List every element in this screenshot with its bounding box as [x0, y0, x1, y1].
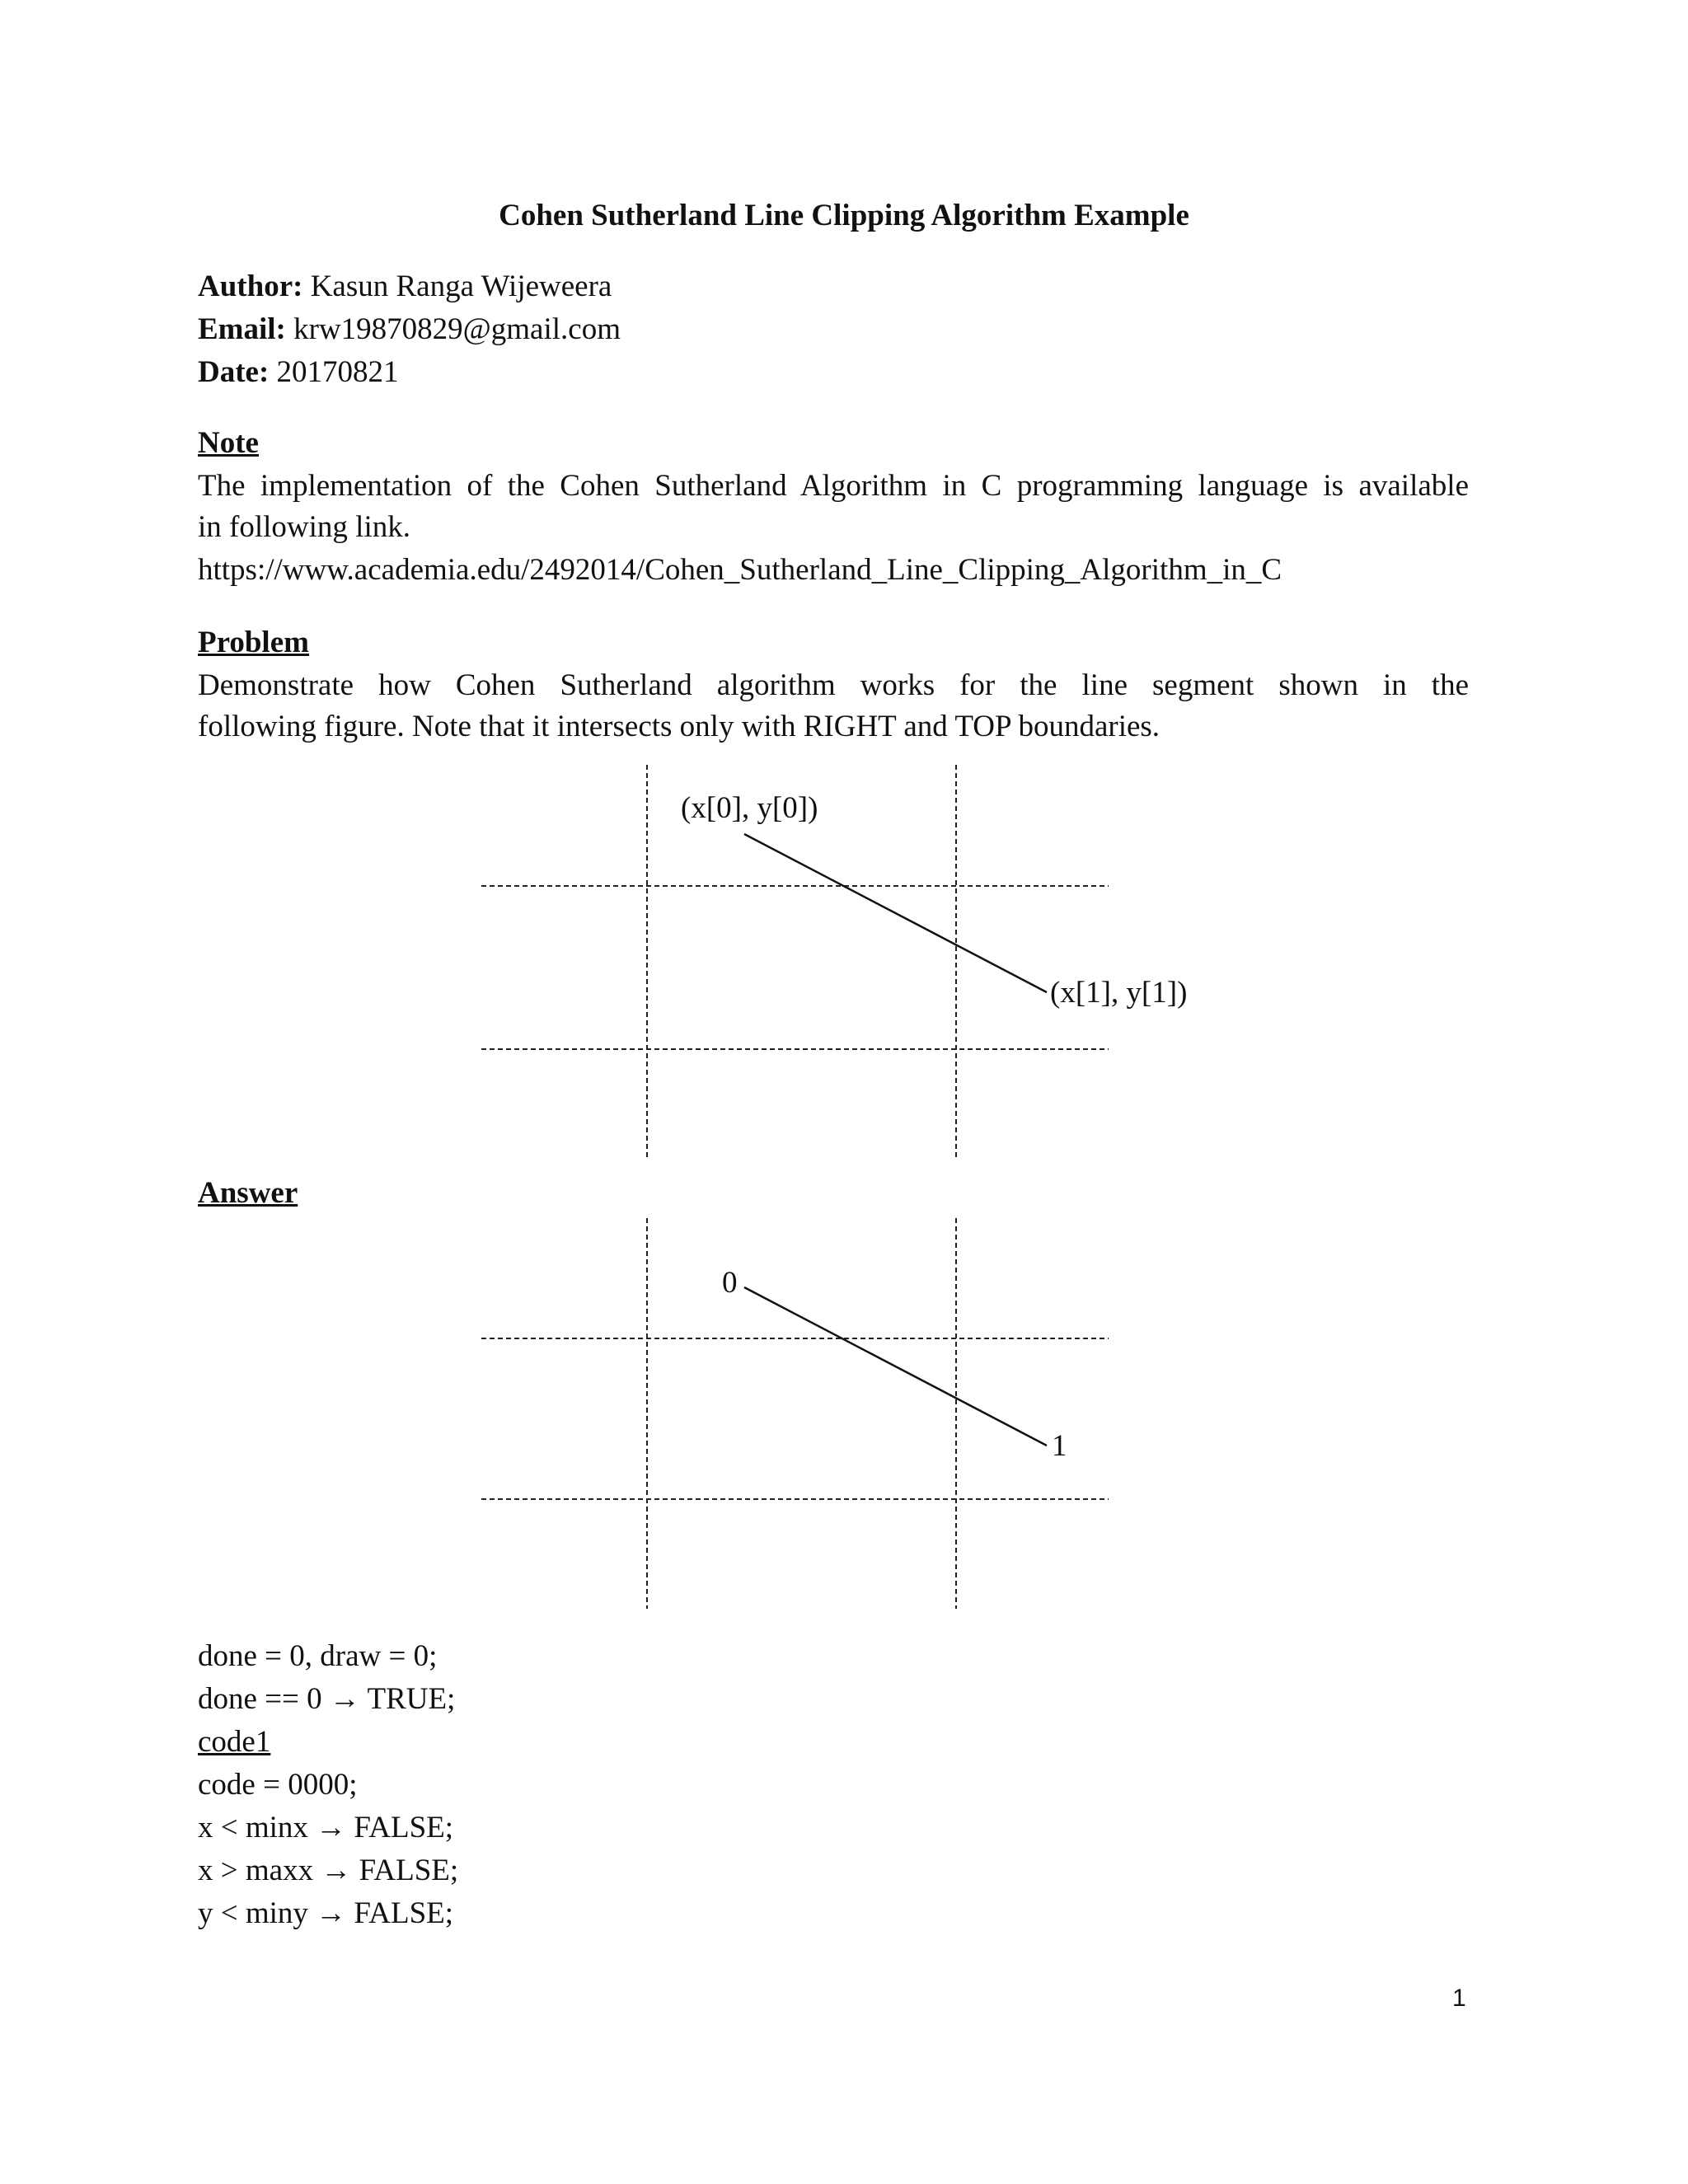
step-line: code = 0000;	[198, 1768, 358, 1802]
note-text-line-2: in following link.	[198, 510, 410, 544]
step-line: done = 0, draw = 0;	[198, 1639, 438, 1673]
answer-heading: Answer	[198, 1176, 298, 1210]
page-title: Cohen Sutherland Line Clipping Algorithm Example	[499, 199, 1189, 232]
email-label: Email:	[198, 312, 286, 346]
start-point-label: (x[0], y[0])	[681, 791, 818, 825]
author-value: Kasun Ranga Wijeweera	[302, 269, 612, 303]
end-point-label: (x[1], y[1])	[1050, 976, 1188, 1010]
author-label: Author:	[198, 269, 303, 303]
line-segment	[744, 1287, 1047, 1446]
end-point-label: 1	[1052, 1429, 1067, 1463]
date-label: Date:	[198, 355, 270, 389]
step-heading-code1: code1	[198, 1725, 271, 1759]
problem-text-line-1: Demonstrate how Cohen Sutherland algorithm works for the line segment shown in the	[198, 668, 1469, 702]
step-line: x > maxx → FALSE;	[198, 1854, 459, 1887]
email-value: krw19870829@gmail.com	[285, 312, 621, 346]
problem-text-line-2: following figure. Note that it intersects only with RIGHT and TOP boundaries.	[198, 710, 1160, 743]
step-line: done == 0 → TRUE;	[198, 1682, 456, 1716]
page-number: 1	[1452, 1985, 1466, 2012]
start-point-label: 0	[722, 1266, 738, 1300]
note-heading: Note	[198, 426, 259, 460]
step-line: y < miny → FALSE;	[198, 1896, 454, 1930]
step-line: x < minx → FALSE;	[198, 1811, 454, 1844]
problem-heading: Problem	[198, 626, 309, 659]
note-link[interactable]: https://www.academia.edu/2492014/Cohen_Sutherland_Line_Clipping_Algorithm_in_C	[198, 553, 1282, 587]
note-text-line-1: The implementation of the Cohen Sutherland Algorithm in C programming language is available	[198, 469, 1469, 503]
date-value: 20170821	[269, 355, 399, 389]
